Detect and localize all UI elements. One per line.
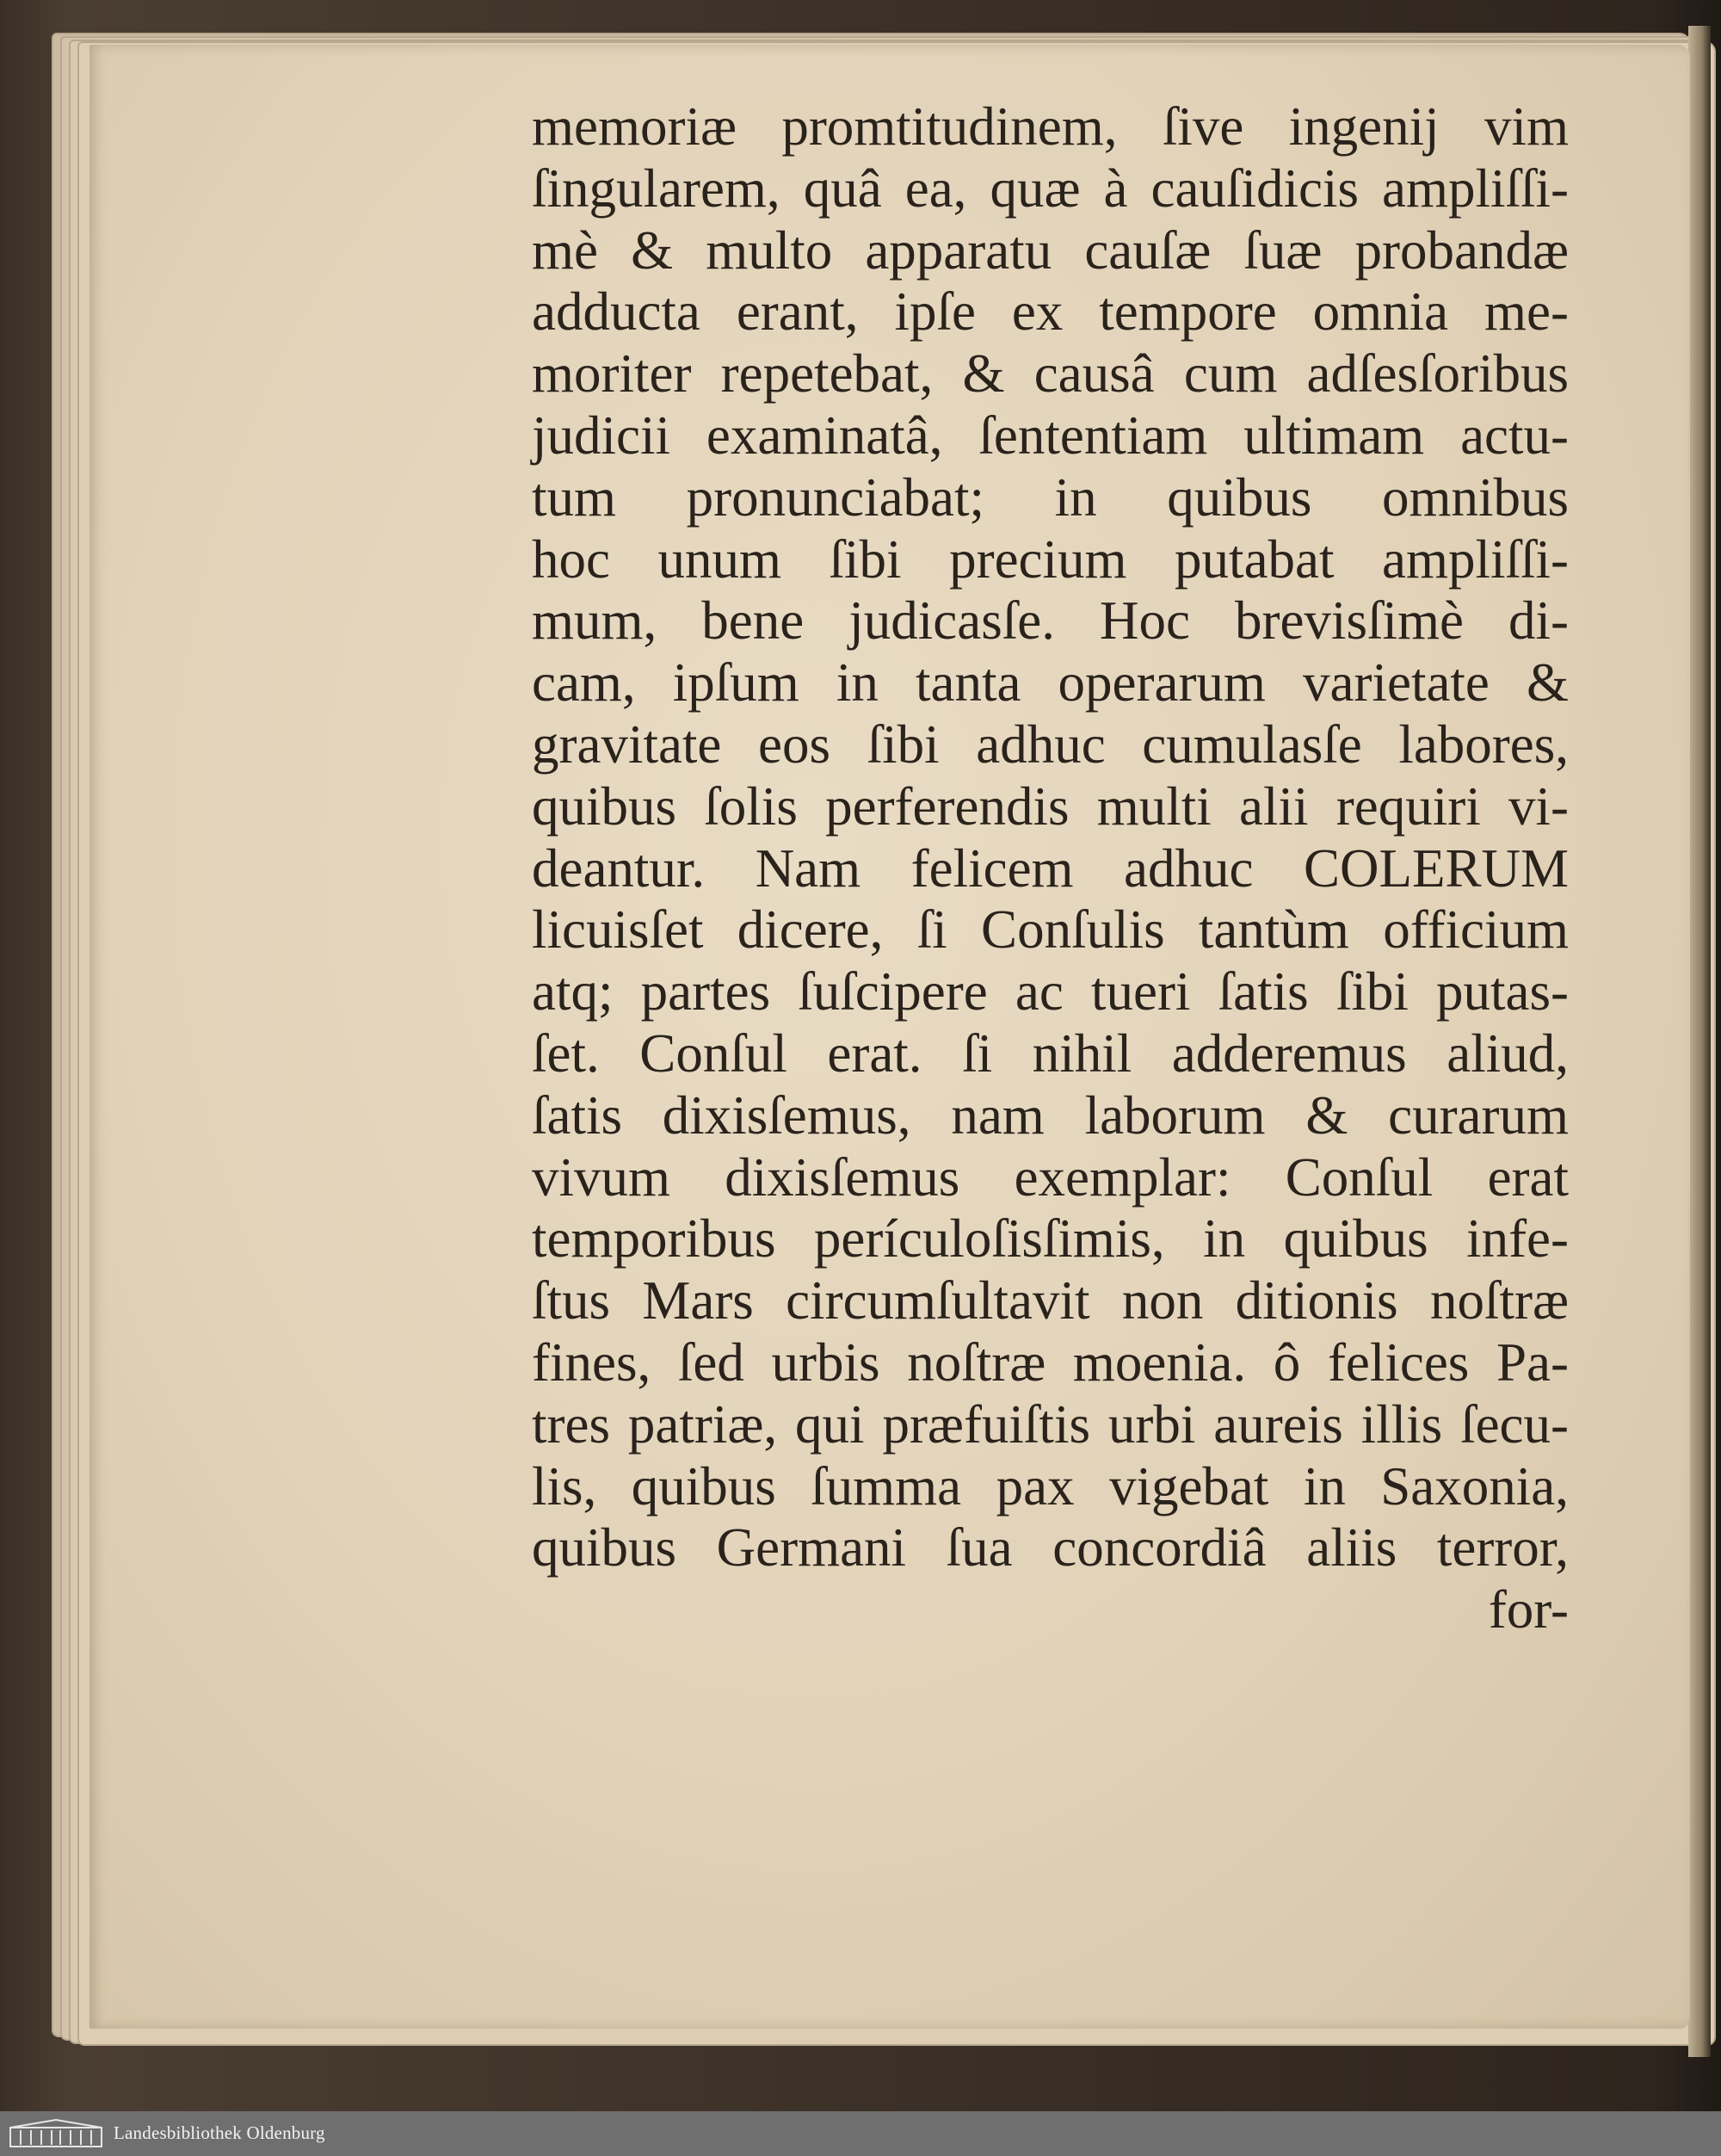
text-line: ſatis dixisſemus, nam laborum & curarum bbox=[532, 1084, 1569, 1146]
text-line: lis, quibus ſumma pax vigebat in Saxonia, bbox=[532, 1455, 1569, 1517]
text-line: hoc unum ſibi precium putabat ampliſſi- bbox=[532, 528, 1569, 590]
text-line: ſet. Conſul erat. ſi nihil adderemus aliud, bbox=[532, 1022, 1569, 1084]
text-line: ſingularem, quâ ea, quæ à cauſidicis ampliſſi- bbox=[532, 158, 1569, 219]
text-line: quibus ſolis perferendis multi alii requiri vi- bbox=[532, 775, 1569, 837]
text-line: atq; partes ſuſcipere ac tueri ſatis ſibi putas- bbox=[532, 961, 1569, 1022]
text-line: fines, ſed urbis noſtræ moenia. ô felices Pa- bbox=[532, 1331, 1569, 1393]
text-line: memoriæ promtitudinem, ſive ingenij vim bbox=[532, 96, 1569, 157]
text-line: vivum dixisſemus exemplar: Conſul erat bbox=[532, 1146, 1569, 1208]
text-line: temporibus perículoſisſimis, in quibus infe- bbox=[532, 1208, 1569, 1270]
body-text bbox=[532, 96, 1569, 1641]
text-line: tum pronunciabat; in quibus omnibus bbox=[532, 466, 1569, 528]
text-line: moriter repetebat, & causâ cum adſesſoribus bbox=[532, 343, 1569, 405]
text-line: adducta erant, ipſe ex tempore omnia me- bbox=[532, 281, 1569, 343]
text-line: mè & multo apparatu cauſæ ſuæ probandæ bbox=[532, 219, 1569, 281]
binding-edge bbox=[1688, 26, 1711, 2057]
text-line: quibus Germani ſua concordiâ aliis terror, bbox=[532, 1517, 1569, 1578]
text-line: deantur. Nam felicem adhuc COLERUM bbox=[532, 837, 1569, 899]
library-building-icon bbox=[9, 2119, 103, 2148]
catchword: for- bbox=[1488, 1579, 1569, 1640]
library-name: Landesbibliothek Oldenburg bbox=[114, 2122, 325, 2143]
footer-bar bbox=[0, 2111, 1721, 2156]
text-line: licuisſet dicere, ſi Conſulis tantùm officium bbox=[532, 899, 1569, 961]
text-line: mum, bene judicasſe. Hoc brevisſimè di- bbox=[532, 590, 1569, 652]
text-line: gravitate eos ſibi adhuc cumulasſe labores, bbox=[532, 714, 1569, 775]
text-line: judicii examinatâ, ſententiam ultimam actu- bbox=[532, 405, 1569, 466]
text-line: cam, ipſum in tanta operarum varietate & bbox=[532, 652, 1569, 714]
text-line: tres patriæ, qui præfuiſtis urbi aureis illis ſecu- bbox=[532, 1393, 1569, 1455]
text-line: ſtus Mars circumſultavit non ditionis noſtræ bbox=[532, 1270, 1569, 1331]
